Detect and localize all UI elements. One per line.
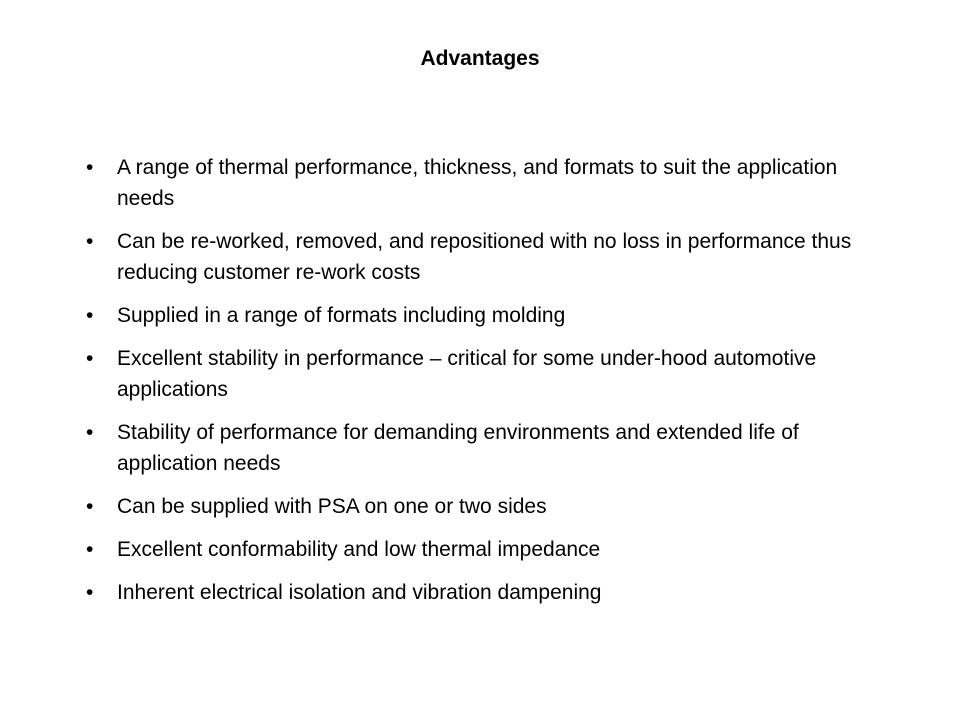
bullet-text: A range of thermal performance, thickness, and formats to suit the application needs	[117, 156, 838, 210]
bullet-item	[86, 152, 876, 214]
bullet-item	[86, 417, 876, 479]
slide-title: Advantages	[420, 47, 540, 70]
bullet-list	[86, 152, 876, 620]
bullet-item	[86, 300, 876, 331]
bullet-icon: •	[86, 156, 94, 179]
bullet-item	[86, 343, 876, 405]
bullet-text: Can be supplied with PSA on one or two sides	[117, 495, 547, 518]
bullet-text: Excellent conformability and low thermal impedance	[117, 538, 601, 561]
bullet-icon: •	[86, 538, 94, 561]
bullet-icon: •	[86, 421, 94, 444]
bullet-item	[86, 491, 876, 522]
bullet-text: Supplied in a range of formats including molding	[117, 304, 566, 327]
bullet-text: Can be re-worked, removed, and repositioned with no loss in performance thus reducing customer re-work costs	[117, 230, 852, 284]
bullet-icon: •	[86, 495, 94, 518]
bullet-item	[86, 534, 876, 565]
bullet-icon: •	[86, 347, 94, 370]
bullet-text: Excellent stability in performance – critical for some under-hood automotive applications	[117, 347, 817, 401]
bullet-item	[86, 226, 876, 288]
bullet-icon: •	[86, 581, 94, 604]
bullet-text: Stability of performance for demanding environments and extended life of application needs	[117, 421, 799, 475]
bullet-text: Inherent electrical isolation and vibration dampening	[117, 581, 602, 604]
bullet-icon: •	[86, 230, 94, 253]
bullet-icon: •	[86, 304, 94, 327]
bullet-item	[86, 577, 876, 608]
